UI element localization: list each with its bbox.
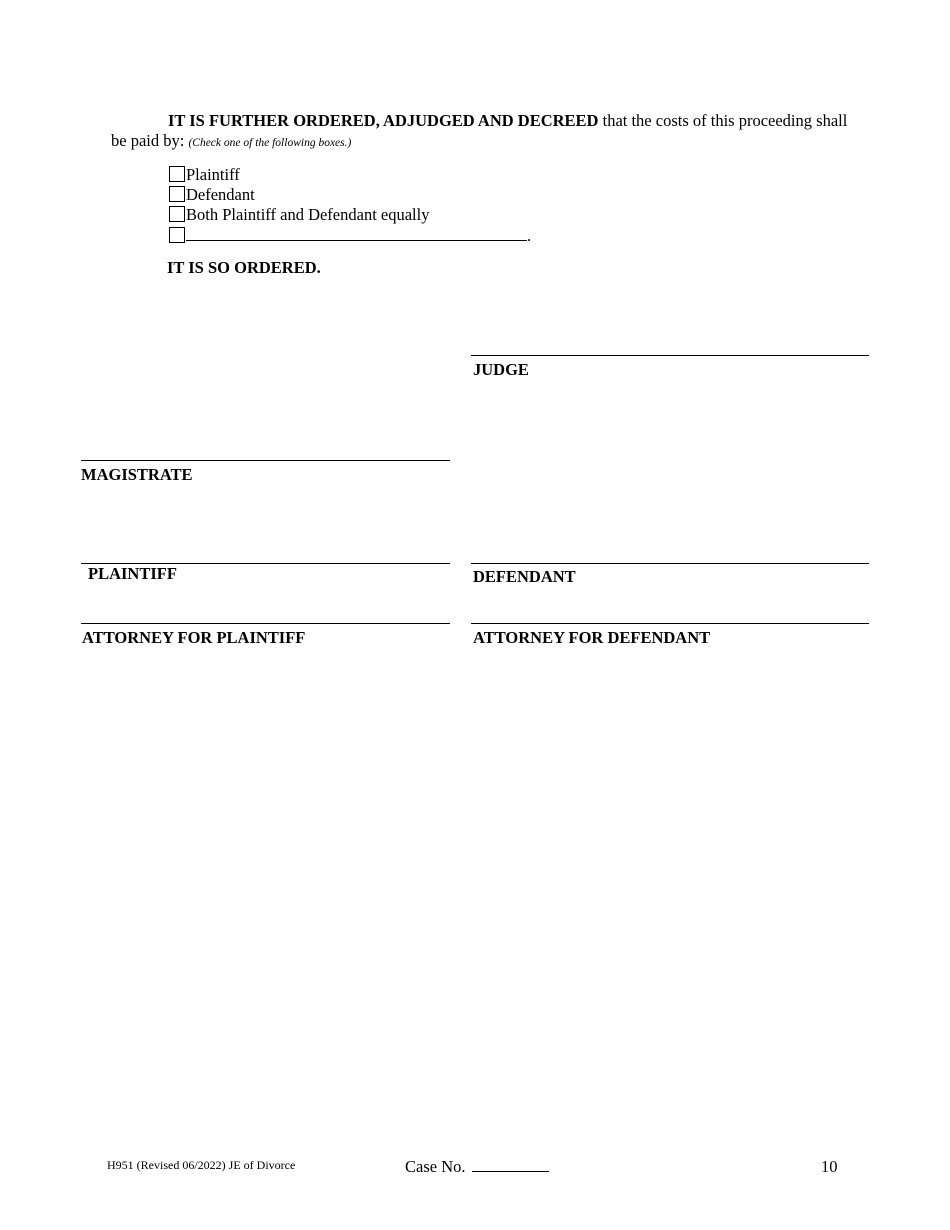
costs-order-paragraph	[111, 111, 851, 153]
page-number: 10	[821, 1157, 838, 1176]
judge-signature-line[interactable]	[471, 355, 869, 356]
other-suffix: .	[527, 226, 532, 245]
case-number-field[interactable]	[472, 1159, 549, 1172]
option-other[interactable]	[169, 226, 531, 246]
judge-label: JUDGE	[473, 360, 529, 379]
case-number	[405, 1157, 549, 1177]
so-ordered-heading: IT IS SO ORDERED.	[167, 258, 321, 277]
defendant-signature-line[interactable]	[471, 563, 869, 564]
magistrate-signature-line[interactable]	[81, 460, 450, 461]
option-both-equally[interactable]	[169, 205, 429, 225]
case-number-label: Case No.	[405, 1157, 466, 1176]
checkbox-both-equally[interactable]	[169, 206, 185, 222]
plaintiff-label: PLAINTIFF	[88, 564, 177, 583]
checkbox-other[interactable]	[169, 227, 185, 243]
attorney-plaintiff-signature-line[interactable]	[81, 623, 450, 624]
attorney-defendant-signature-line[interactable]	[471, 623, 869, 624]
option-label-defendant: Defendant	[186, 185, 255, 204]
attorney-plaintiff-label: ATTORNEY FOR PLAINTIFF	[82, 628, 306, 647]
order-instruction: (Check one of the following boxes.)	[188, 137, 352, 149]
form-code: H951 (Revised 06/2022) JE of Divorce	[107, 1158, 296, 1172]
option-defendant[interactable]	[169, 185, 255, 205]
magistrate-label: MAGISTRATE	[81, 465, 193, 484]
order-bold-lead: IT IS FURTHER ORDERED, ADJUDGED AND DECREED	[168, 111, 599, 130]
order-text: that the costs of this proceeding shall be paid by:	[111, 111, 848, 150]
checkbox-defendant[interactable]	[169, 186, 185, 202]
checkbox-plaintiff[interactable]	[169, 166, 185, 182]
attorney-defendant-label: ATTORNEY FOR DEFENDANT	[473, 628, 711, 647]
option-plaintiff[interactable]	[169, 165, 240, 185]
other-blank-field[interactable]	[186, 226, 527, 241]
option-label-both-equally: Both Plaintiff and Defendant equally	[186, 205, 430, 224]
option-label-plaintiff: Plaintiff	[186, 165, 240, 184]
defendant-label: DEFENDANT	[473, 567, 576, 586]
